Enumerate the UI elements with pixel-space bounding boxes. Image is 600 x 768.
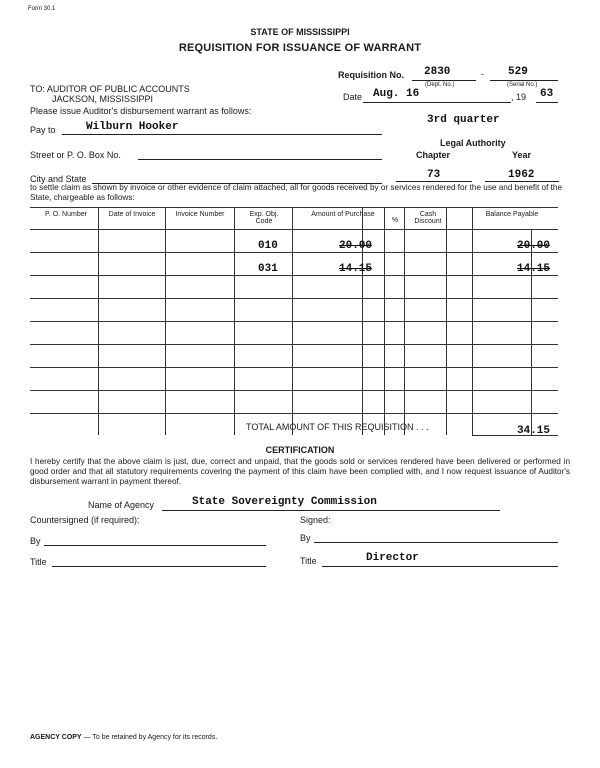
requisition-dash: - [481,69,484,79]
year-label: Year [512,150,532,160]
date-label: Date [343,92,363,102]
row-2-balance: 14.15 [517,263,551,275]
header-exp-obj-code: Exp. Obj. Code [249,211,279,225]
form-number: Form 30.1 [28,6,56,12]
legal-authority-label: Legal Authority [440,138,506,148]
row-1-exp-code: 010 [258,240,278,252]
signed-label: Signed: [300,515,331,525]
countersign-by-label: By [30,536,41,546]
countersigned-label: Countersigned (if required): [30,515,140,525]
footer-retention-text: — To be retained by Agency for its records. [81,734,218,741]
header-amount-of-purchase: Amount of Purchase [311,211,375,218]
footer-agency-copy: AGENCY COPY [30,734,82,741]
state-heading: STATE OF MISSISSIPPI [250,27,350,37]
year-value: 1962 [508,169,535,181]
agency-value: State Sovereignty Commission [192,496,377,508]
to-line-2: JACKSON, MISSISSIPPI [52,94,154,104]
header-date-of-invoice: Date of Invoice [108,211,156,218]
total-amount: 34.15 [517,425,551,437]
header-po-number: P. O. Number [45,211,87,218]
header-cash-discount: Cash Discount [414,211,442,225]
date-year: 63 [540,88,554,100]
quarter-note: 3rd quarter [427,114,500,126]
total-label: TOTAL AMOUNT OF THIS REQUISITION . . . [246,422,429,432]
serial-number: 529 [508,66,528,78]
signer-by-label: By [300,533,311,543]
header-invoice-number: Invoice Number [175,211,225,218]
instruction-text: Please issue Auditor's disbursement warrant as follows: [30,106,252,116]
pay-to-value: Wilburn Hooker [86,121,179,133]
countersign-title-label: Title [30,557,47,567]
footer-note [30,734,217,741]
row-2-amount: 14.15 [339,263,373,275]
certification-heading: CERTIFICATION [265,445,335,455]
dept-number: 2830 [424,66,451,78]
certification-text: I hereby certify that the above claim is just, due, correct and unpaid, that the goods sold or services rendered have been delivered or performed in good order and that all statutory requirements covering the payment of this claim have been complied with, and I now request issuance of Auditor's disbursement warrant in payment thereof. [30,457,570,486]
settle-text: to settle claim as shown by invoice or other evidence of claim attached, all for goods received by or services rendered for the use and benefit of the State, chargeable as follows: [30,183,563,202]
chapter-label: Chapter [416,150,451,160]
signer-title-label: Title [300,556,317,566]
pay-to-label: Pay to [30,125,56,135]
date-value: Aug. 16 [373,88,420,100]
signer-title-value: Director [366,552,419,564]
header-balance-payable: Balance Payable [485,211,539,218]
header-percent: % [391,217,399,224]
row-2-exp-code: 031 [258,263,278,275]
date-year-prefix: , 19 [511,92,527,102]
to-line-1: TO: AUDITOR OF PUBLIC ACCOUNTS [30,84,190,94]
chapter-value: 73 [427,169,441,181]
dept-caption: (Dept. No.) [425,82,455,88]
requisition-label: Requisition No. [338,70,404,80]
serial-caption: (Serial No.) [507,82,538,88]
form-title: REQUISITION FOR ISSUANCE OF WARRANT [178,42,422,54]
street-label: Street or P. O. Box No. [30,150,121,160]
city-label: City and State [30,174,87,184]
row-1-amount: 20.00 [339,240,373,252]
agency-label: Name of Agency [88,500,155,510]
row-1-balance: 20.00 [517,240,551,252]
